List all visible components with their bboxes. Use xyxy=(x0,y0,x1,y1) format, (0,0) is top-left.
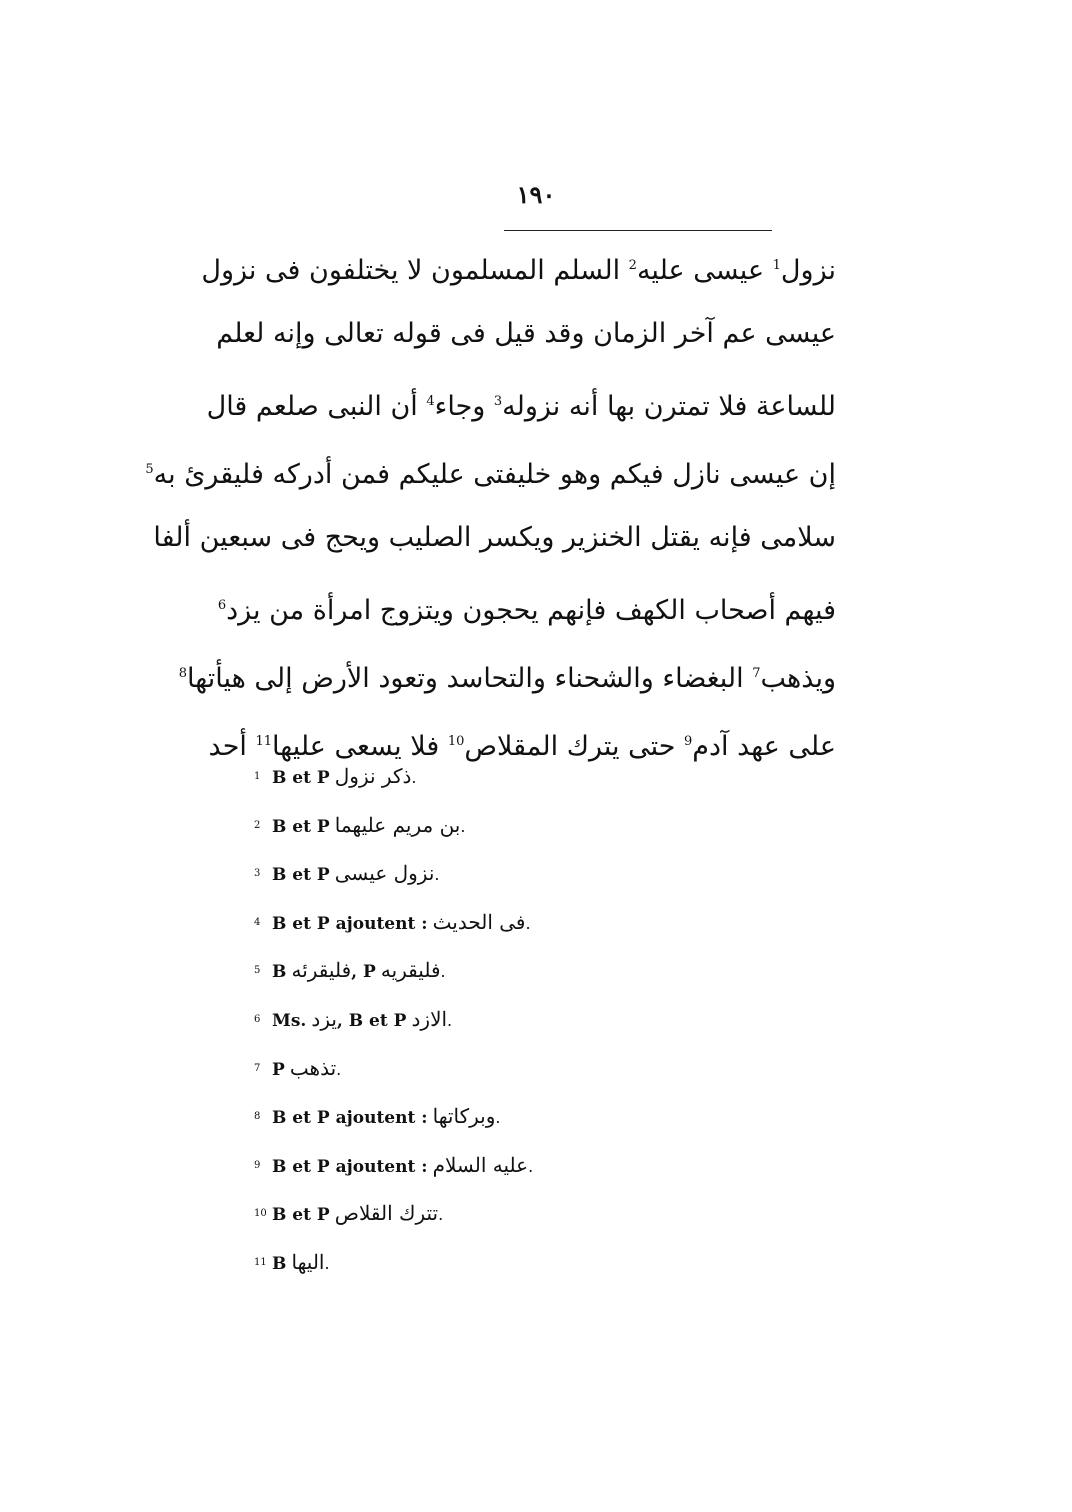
body-text-segment: إن عيسى نازل فيكم وهو خليفتى عليكم فمن أدركه فليقرئ به xyxy=(153,459,836,490)
footnote-source: B et P ajoutent : xyxy=(272,1156,428,1177)
footnote-end-mark: . xyxy=(336,1059,342,1079)
footnote-end-mark: . xyxy=(438,1205,444,1225)
footnote-variant-text: بن مريم عليهما xyxy=(334,812,461,837)
body-text-segment: حتى يترك المقلاص xyxy=(464,731,685,762)
body-text-segment: السلم المسلمون لا يختلفون فى نزول xyxy=(201,255,629,286)
footnote-variant-text: فليقريه xyxy=(380,958,441,983)
footnote-end-mark: . xyxy=(324,1253,330,1273)
body-text xyxy=(145,236,836,780)
footnote-source: B et P xyxy=(272,816,330,837)
footnote-source: B xyxy=(272,962,287,983)
footnote-marker: 5 xyxy=(145,462,154,477)
footnote-item xyxy=(254,995,774,1044)
footnote-variant-text: اليها xyxy=(291,1249,325,1274)
footnote-end-mark: . xyxy=(447,1010,453,1030)
body-text-segment: على عهد آدم xyxy=(692,731,836,762)
footnote-source: , B et P xyxy=(336,1010,407,1031)
footnote-item xyxy=(254,1141,774,1190)
footnote-marker: 1 xyxy=(772,258,781,273)
body-text-segment: أحد xyxy=(208,731,256,762)
footnote-variant-text: تترك القلاص xyxy=(334,1201,439,1226)
body-text-segment: للساعة فلا تمترن بها أنه نزوله xyxy=(502,391,836,422)
footnotes-list xyxy=(254,752,774,1287)
body-line xyxy=(145,440,836,500)
footnote-variant-text: عليه السلام xyxy=(432,1152,529,1177)
footnote-number: 2 xyxy=(254,819,261,831)
footnote-source: B xyxy=(272,1253,287,1274)
footnote-variant-text: تذهب xyxy=(289,1055,337,1080)
footnote-number: 8 xyxy=(254,1111,261,1123)
footnote-end-mark: . xyxy=(460,816,466,836)
footnote-item xyxy=(254,898,774,947)
footnote-marker: 10 xyxy=(447,734,465,749)
header-rule xyxy=(504,230,772,231)
footnote-number: 11 xyxy=(254,1256,267,1268)
footnote-source: Ms. xyxy=(272,1010,307,1031)
body-text-segment: ويذهب xyxy=(760,663,836,694)
footnote-marker: 11 xyxy=(255,734,273,749)
body-line xyxy=(178,644,836,704)
footnote-marker: 9 xyxy=(684,734,693,749)
footnote-marker: 2 xyxy=(628,258,637,273)
body-line xyxy=(153,508,836,568)
footnote-item xyxy=(254,1044,774,1093)
footnote-variant-text: وبركاتها xyxy=(432,1104,496,1129)
footnote-number: 1 xyxy=(254,771,261,782)
body-text-segment: أن النبى صلعم قال xyxy=(206,391,427,422)
footnote-end-mark: . xyxy=(525,913,531,933)
footnote-number: 9 xyxy=(254,1159,261,1171)
footnote-number: 4 xyxy=(254,916,261,928)
footnote-source: B et P xyxy=(272,1205,330,1226)
footnote-item xyxy=(254,752,774,801)
body-line xyxy=(216,304,836,364)
body-text-segment: فيهم أصحاب الكهف فإنهم يحجون ويتزوج امرأة من يزد xyxy=(226,595,836,626)
footnote-source: P xyxy=(272,1059,285,1080)
footnote-marker: 7 xyxy=(752,666,761,681)
footnote-item xyxy=(254,946,774,995)
footnote-source: B et P ajoutent : xyxy=(272,1108,428,1129)
footnote-item xyxy=(254,1092,774,1141)
footnote-source: B et P xyxy=(272,865,330,886)
body-text-segment: نزول xyxy=(780,255,836,286)
body-text-segment: عيسى عليه xyxy=(636,255,773,286)
footnote-variant-text: يزد xyxy=(311,1006,337,1031)
footnote-end-mark: . xyxy=(495,1108,501,1128)
footnote-source: , P xyxy=(351,962,376,983)
footnote-end-mark: . xyxy=(411,768,417,787)
footnote-marker: 8 xyxy=(178,666,188,681)
footnote-variant-text: فليقرئه xyxy=(291,958,352,983)
body-text-segment: عيسى عم آخر الزمان وقد قيل فى قوله تعالى وإنه لعلم xyxy=(216,318,836,349)
footnote-number: 6 xyxy=(254,1013,261,1025)
body-text-segment: البغضاء والشحناء والتحاسد وتعود الأرض إلى هيأتها xyxy=(187,663,753,694)
body-text-segment: وجاء xyxy=(434,391,494,422)
footnote-end-mark: . xyxy=(440,962,446,982)
body-line xyxy=(217,576,836,636)
footnote-variant-text: الازد xyxy=(411,1006,448,1031)
footnote-variant-text: ذكر نزول xyxy=(334,764,412,788)
footnote-item xyxy=(254,849,774,898)
footnote-variant-text: نزول عيسى xyxy=(334,861,435,886)
footnote-number: 10 xyxy=(254,1208,267,1220)
footnote-source: B et P xyxy=(272,768,330,788)
footnote-end-mark: . xyxy=(528,1156,534,1176)
footnote-number: 7 xyxy=(254,1062,261,1074)
footnote-item xyxy=(254,1238,774,1287)
footnote-marker: 6 xyxy=(217,598,227,613)
page-number: ١٩٠ xyxy=(516,180,556,209)
footnote-end-mark: . xyxy=(434,865,440,885)
body-line xyxy=(201,236,836,296)
body-text-segment: سلامى فإنه يقتل الخنزير ويكسر الصليب ويحج فى سبعين ألفا xyxy=(153,522,836,553)
footnote-marker: 4 xyxy=(426,394,435,409)
footnote-item xyxy=(254,1189,774,1238)
body-line xyxy=(206,372,836,432)
footnote-marker: 3 xyxy=(493,394,503,409)
body-text-segment: فلا يسعى عليها xyxy=(272,731,448,762)
footnote-variant-text: فى الحديث xyxy=(432,909,526,934)
footnote-number: 5 xyxy=(254,965,261,977)
footnote-number: 3 xyxy=(254,868,261,880)
footnote-item xyxy=(254,801,774,850)
footnote-source: B et P ajoutent : xyxy=(272,913,428,934)
